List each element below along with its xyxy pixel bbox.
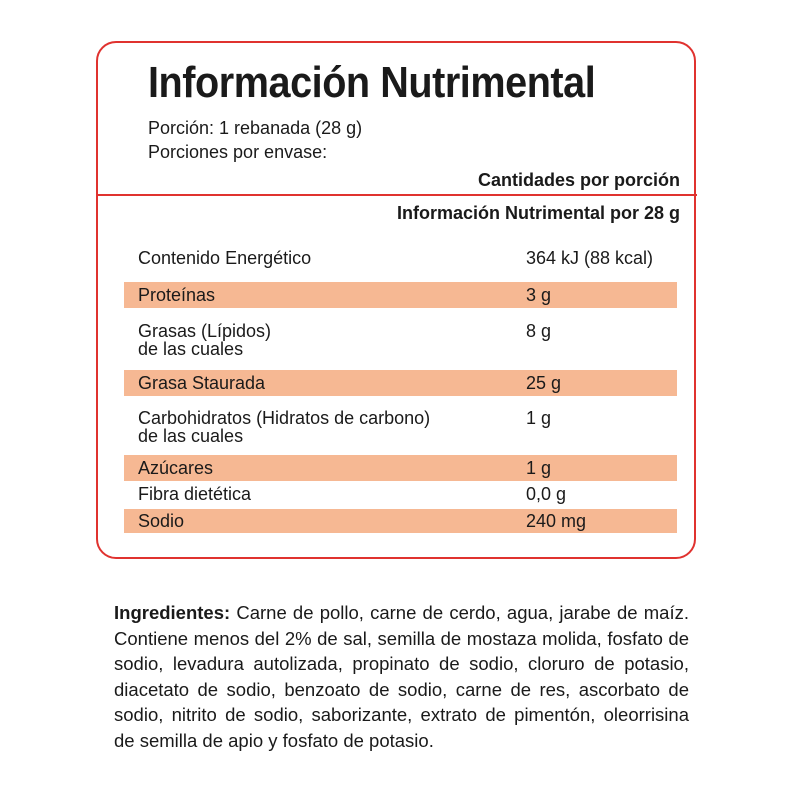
nutrient-row-carbohydrates xyxy=(124,405,677,449)
nutrient-value: 0,0 g xyxy=(526,484,567,504)
nutrient-name-sub: de las cuales xyxy=(138,426,244,446)
label-divider xyxy=(96,194,697,196)
nutrient-row-fiber xyxy=(124,481,677,509)
nutrient-name: Grasa Staurada xyxy=(138,373,266,393)
nutrient-name-main: Grasas (Lípidos) xyxy=(138,321,272,341)
nutrient-value: 364 kJ (88 kcal) xyxy=(526,248,654,268)
nutrient-name: Proteínas xyxy=(138,285,216,305)
per-28g-header: Información Nutrimental por 28 g xyxy=(396,203,680,223)
ingredients-paragraph xyxy=(114,600,689,753)
nutrient-value: 1 g xyxy=(526,408,552,428)
nutrient-row-sugars xyxy=(124,455,677,481)
nutrient-value: 25 g xyxy=(526,373,562,393)
nutrient-name xyxy=(138,409,430,445)
nutrient-name: Fibra dietética xyxy=(138,484,252,504)
nutrient-value: 1 g xyxy=(526,458,552,478)
nutrient-name xyxy=(138,322,271,358)
nutrient-row-protein xyxy=(124,282,677,308)
nutrient-table xyxy=(124,245,677,533)
label-title: Información Nutrimental xyxy=(148,58,596,107)
nutrient-name: Contenido Energético xyxy=(138,248,312,268)
nutrient-name: Azúcares xyxy=(138,458,214,478)
nutrient-row-energy xyxy=(124,245,677,273)
servings-per-container: Porciones por envase: xyxy=(148,142,328,162)
ingredients-heading: Ingredientes: xyxy=(114,602,231,623)
nutrition-label xyxy=(96,41,696,559)
nutrient-value: 240 mg xyxy=(526,511,587,531)
amount-per-serving-header: Cantidades por porción xyxy=(477,170,680,190)
nutrient-row-saturated-fat xyxy=(124,370,677,396)
nutrient-row-fat xyxy=(124,318,677,362)
nutrient-value: 8 g xyxy=(526,321,552,341)
serving-size: Porción: 1 rebanada (28 g) xyxy=(148,118,363,138)
nutrient-value: 3 g xyxy=(526,285,552,305)
ingredients-text: Carne de pollo, carne de cerdo, agua, jarabe de maíz. Contiene menos del 2% de sal, semilla de mostaza molida, fosfato de sodio, levadura autolizada, propinato de sodio, cloruro de potasio, diacetato de sodio, benzoato de sodio, carne de res, ascorbato de sodio, nitrito de sodio, saborizante, extrato de pimentón, oleorrisina de semilla de apio y fosfato de potasio. xyxy=(114,602,689,751)
nutrient-name-sub: de las cuales xyxy=(138,339,244,359)
nutrient-row-sodium xyxy=(124,509,677,533)
nutrient-name: Sodio xyxy=(138,511,185,531)
nutrient-name-main: Carbohidratos (Hidratos de carbono) xyxy=(138,408,431,428)
